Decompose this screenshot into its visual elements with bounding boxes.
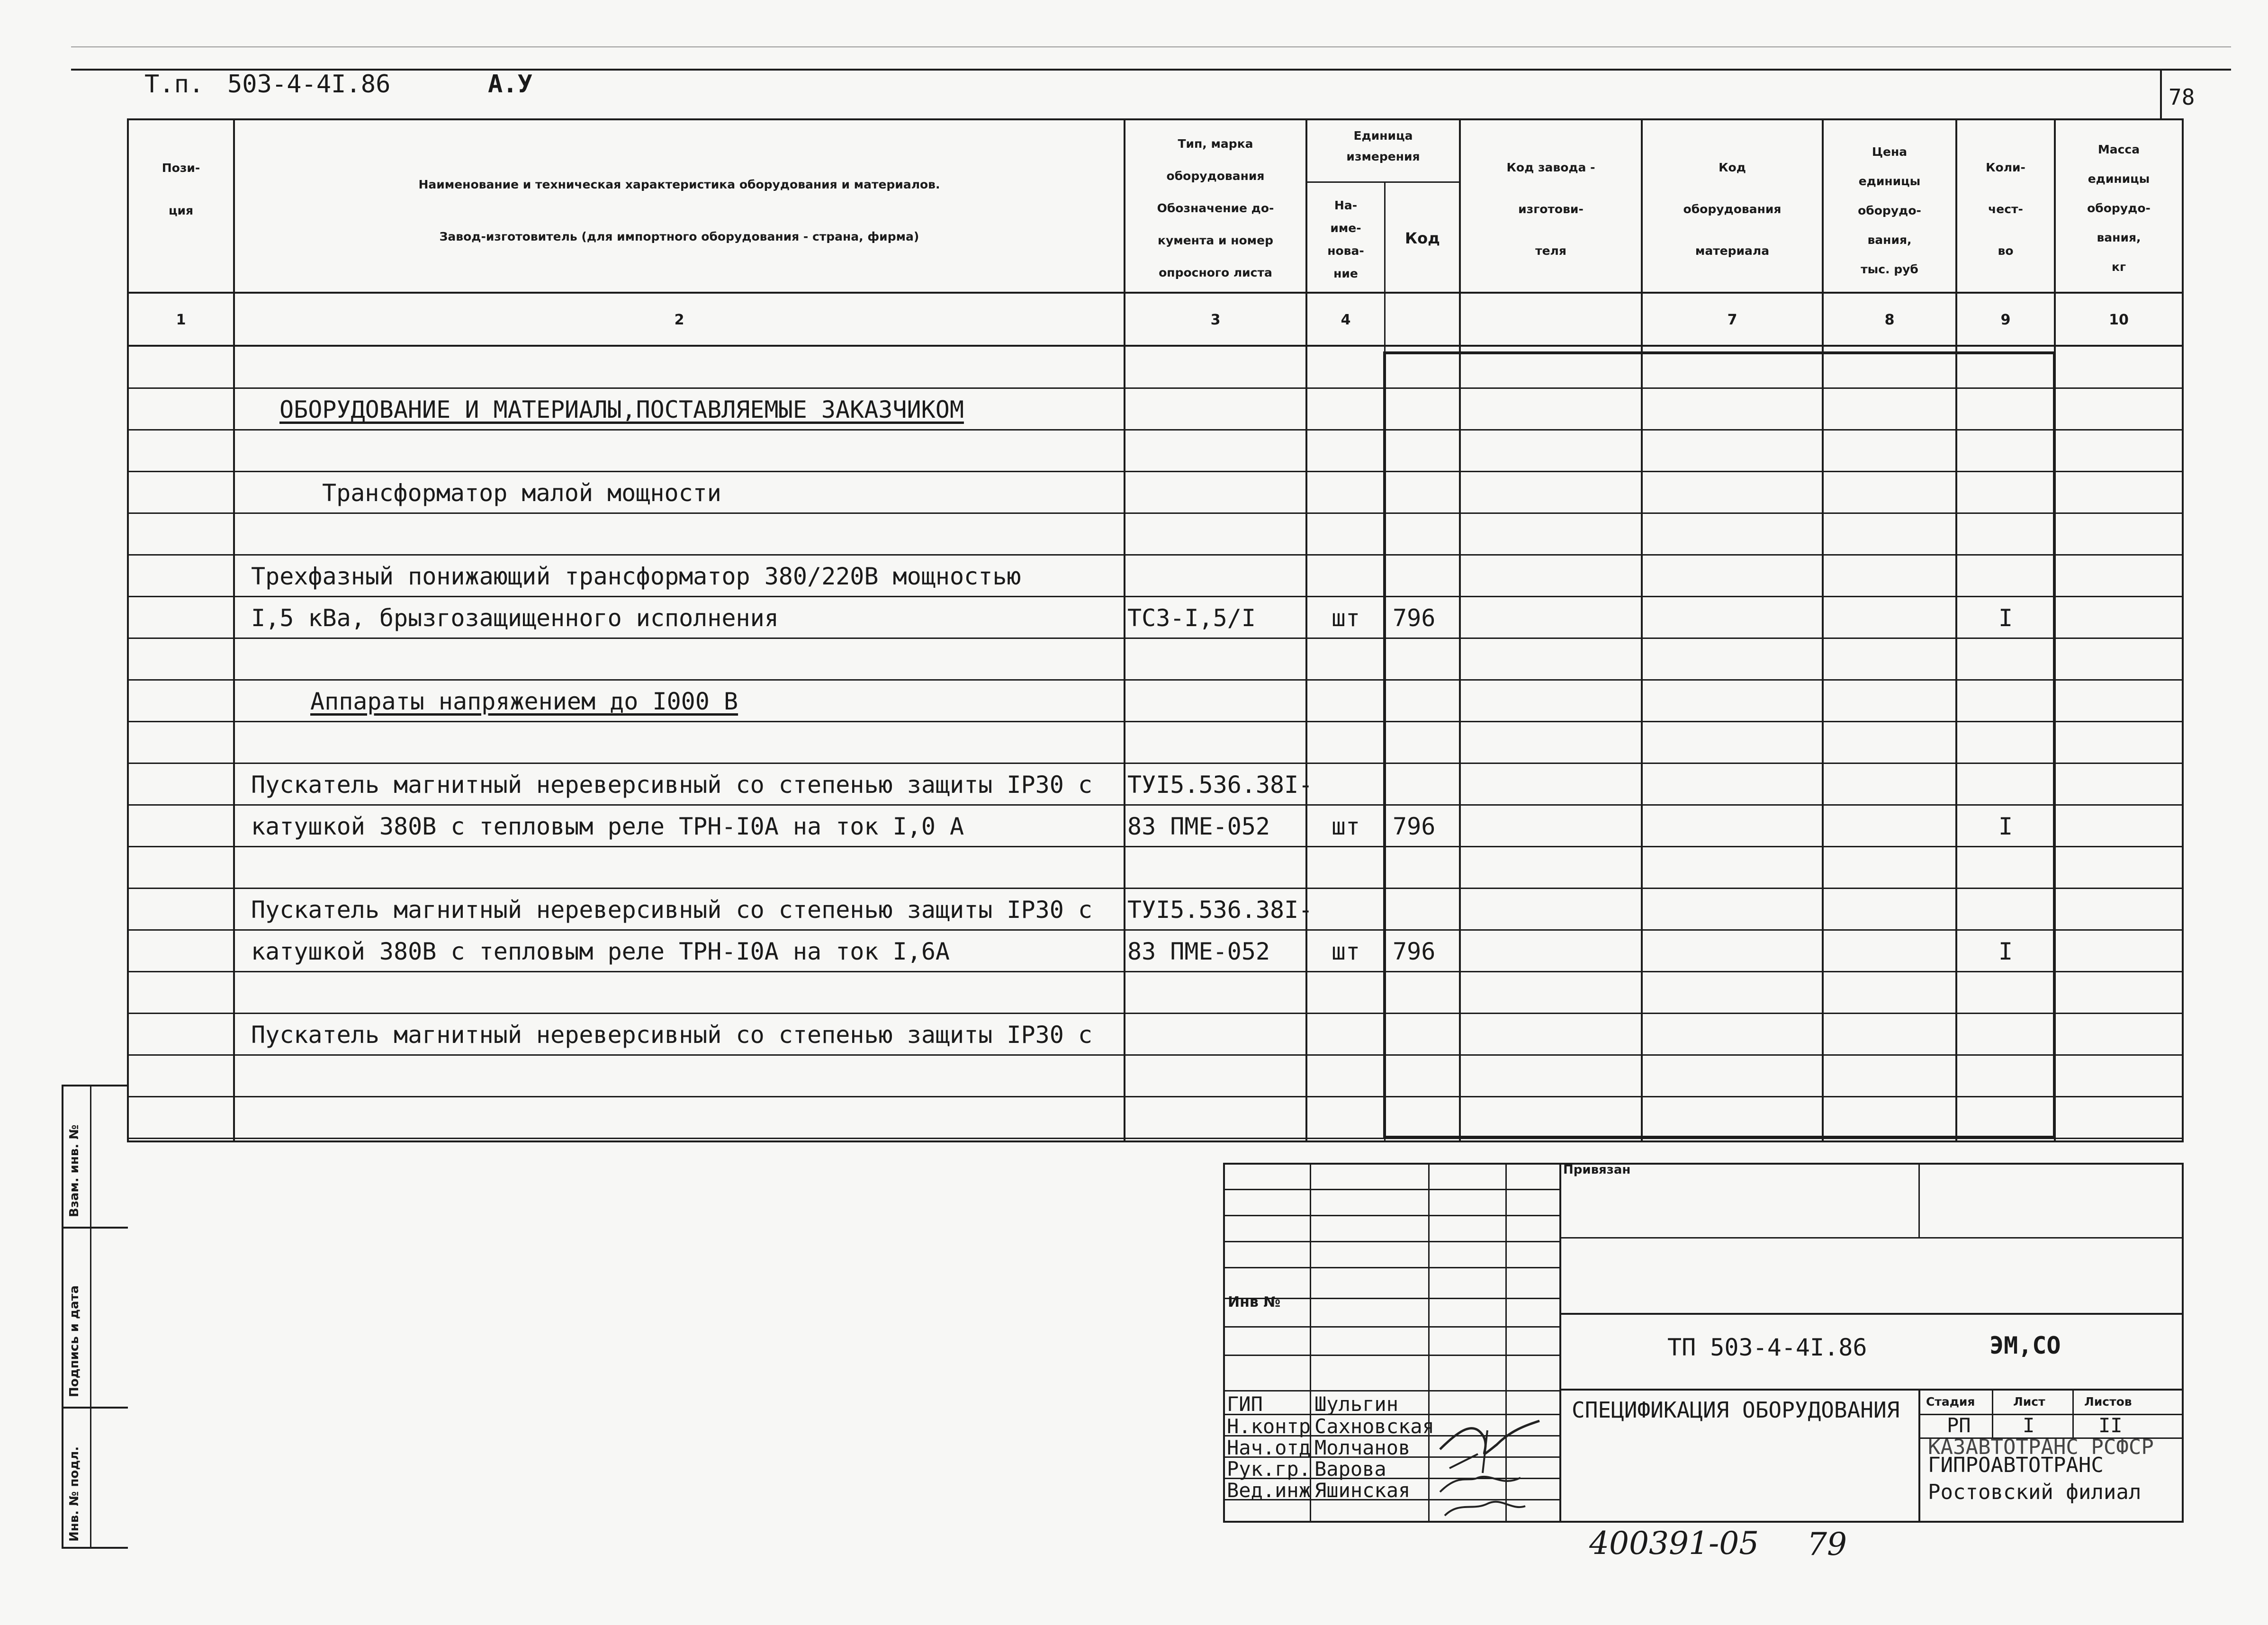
signer-role: Н.контр	[1227, 1415, 1311, 1438]
col-number-8: 8	[1884, 312, 1895, 328]
document-code: ТП 503-4-4I.86	[1667, 1334, 1867, 1361]
row-type: 83 ПМЕ-052	[1127, 938, 1270, 965]
row-separator	[127, 846, 2184, 847]
row-quantity: I	[1998, 813, 2013, 840]
row-separator	[127, 763, 2184, 764]
col-header-equip-code: Код оборудования материала	[1683, 161, 1782, 258]
row-separator	[127, 1013, 2184, 1014]
row-unit: шт	[1331, 938, 1360, 965]
col-header-unit-name: На- име- нова- ние	[1327, 198, 1364, 280]
title-block-row-line	[1223, 1267, 1559, 1268]
row-unit: шт	[1331, 604, 1360, 632]
row-separator	[127, 637, 2184, 639]
col-header-price: Цена единицы оборудо- вания, тыс. руб	[1858, 145, 1921, 276]
signature-scribbles	[1431, 1411, 1558, 1523]
title-block-row-line	[1223, 1390, 1559, 1392]
col-header-maker-code: Код завода - изготови- теля	[1506, 161, 1595, 258]
row-separator	[127, 804, 2184, 806]
row-separator	[127, 471, 2184, 472]
row-separator	[127, 512, 2184, 514]
col-header-name: Наименование и техническая характеристика оборудования и материалов. Завод-изготовитель (для импортного оборудования - страна, фирма)	[418, 178, 940, 243]
row-separator	[127, 971, 2184, 972]
signer-name: Варова	[1314, 1457, 1386, 1481]
col-number-4: 4	[1341, 312, 1351, 328]
album-label: А.У	[488, 70, 532, 99]
row-name: Пускатель магнитный нереверсивный со степенью защиты IP30 с	[251, 896, 1093, 924]
col-header-quantity: Коли- чест- во	[1986, 161, 2025, 258]
signer-role: ГИП	[1227, 1392, 1263, 1416]
org-line-2: ГИПРОАВТОТРАНС	[1928, 1453, 2104, 1477]
row-name: ОБОРУДОВАНИЕ И МАТЕРИАЛЫ,ПОСТАВЛЯЕМЫЕ ЗАКАЗЧИКОМ	[279, 396, 964, 423]
inv-no-label: Инв №	[1228, 1294, 1281, 1311]
row-separator	[127, 429, 2184, 431]
archive-page: 79	[1807, 1526, 1847, 1562]
signer-name: Сахновская	[1314, 1415, 1434, 1438]
title-block-row-line	[1223, 1163, 1559, 1164]
row-type: ТУI5.536.38I-	[1127, 771, 1313, 799]
row-quantity: I	[1998, 938, 2013, 965]
privyazan-label: Привязан	[1563, 1163, 1631, 1177]
row-separator	[127, 596, 2184, 597]
row-unit-code: 796	[1393, 938, 1436, 965]
document-mark: ЭМ,СО	[1989, 1332, 2061, 1359]
signer-role: Нач.отд	[1227, 1436, 1311, 1459]
signer-name: Шульгин	[1314, 1392, 1399, 1416]
row-quantity: I	[1998, 604, 2013, 632]
page-number: 78	[2169, 84, 2195, 110]
row-name: I,5 кВа, брызгозащищенного исполнения	[251, 604, 779, 632]
signer-role: Вед.инж	[1227, 1479, 1311, 1502]
sheets-value: II	[2098, 1414, 2123, 1437]
row-type: ТСЗ-I,5/I	[1127, 604, 1256, 632]
row-name: Пускатель магнитный нереверсивный со степенью защиты IP30 с	[251, 1021, 1093, 1049]
signer-role: Рук.гр.	[1227, 1457, 1311, 1481]
side-podpis: Подпись и дата	[67, 1285, 81, 1397]
row-name: катушкой 380В с тепловым реле ТРН-I0А на ток I,0 А	[251, 813, 964, 840]
org-line-3: Ростовский филиал	[1928, 1480, 2142, 1504]
archive-number: 400391-05	[1589, 1525, 1759, 1562]
row-separator	[127, 1096, 2184, 1097]
col-header-type: Тип, марка оборудования Обозначение до- кумента и номер опросного листа	[1157, 137, 1274, 279]
row-name: Трехфазный понижающий трансформатор 380/220В мощностью	[251, 563, 1021, 590]
row-name: Пускатель магнитный нереверсивный со степенью защиты IP30 с	[251, 771, 1093, 799]
col-number-9: 9	[2000, 312, 2011, 328]
stage-value: РП	[1947, 1414, 1971, 1437]
row-separator	[127, 554, 2184, 556]
col-number-1: 1	[176, 312, 186, 328]
row-separator	[127, 679, 2184, 681]
row-separator	[127, 387, 2184, 389]
signer-name: Яшинская	[1314, 1479, 1411, 1502]
project-number: 503-4-4I.86	[227, 70, 391, 99]
col-number-3: 3	[1210, 312, 1221, 328]
row-unit-code: 796	[1393, 604, 1436, 632]
col-header-unit-code: Код	[1405, 229, 1440, 247]
row-unit: шт	[1331, 813, 1360, 840]
document-title: СПЕЦИФИКАЦИЯ ОБОРУДОВАНИЯ	[1572, 1397, 1900, 1423]
col-header-position: Пози- ция	[162, 161, 200, 217]
row-name: Трансформатор малой мощности	[322, 479, 721, 507]
title-block-row-line	[1223, 1189, 1559, 1190]
col-number-7: 7	[1727, 312, 1737, 328]
col-number-10: 10	[2109, 312, 2129, 328]
row-separator	[127, 721, 2184, 722]
title-block-row-line	[1223, 1215, 1559, 1216]
signer-name: Молчанов	[1314, 1436, 1411, 1459]
sheets-label: Листов	[2084, 1395, 2132, 1409]
row-separator	[127, 929, 2184, 931]
row-name: катушкой 380В с тепловым реле ТРН-I0А на ток I,6А	[251, 938, 950, 965]
sheet-label: Лист	[2013, 1395, 2045, 1409]
row-name: Аппараты напряжением до I000 В	[310, 688, 738, 715]
title-block-row-line	[1223, 1355, 1559, 1356]
project-label: Т.п.	[144, 70, 204, 99]
col-header-mass: Масса единицы оборудо- вания, кг	[2087, 143, 2151, 274]
row-type: 83 ПМЕ-052	[1127, 813, 1270, 840]
side-vzam: Взам. инв. №	[67, 1124, 81, 1217]
sheet-value: I	[2023, 1414, 2035, 1437]
row-type: ТУI5.536.38I-	[1127, 896, 1313, 924]
title-block-row-line	[1223, 1326, 1559, 1328]
row-separator	[127, 888, 2184, 889]
side-inv-podl: Инв. № подл.	[67, 1446, 81, 1542]
col-number-2: 2	[674, 312, 684, 328]
title-block-row-line	[1223, 1241, 1559, 1242]
row-separator	[127, 1054, 2184, 1056]
row-separator	[127, 1138, 2184, 1139]
stage-label: Стадия	[1926, 1395, 1975, 1409]
row-unit-code: 796	[1393, 813, 1436, 840]
col-header-unit-group: Единица измерения	[1346, 129, 1420, 163]
org-line-1: КАЗАВТОТРАНС РСФСР	[1928, 1435, 2154, 1459]
